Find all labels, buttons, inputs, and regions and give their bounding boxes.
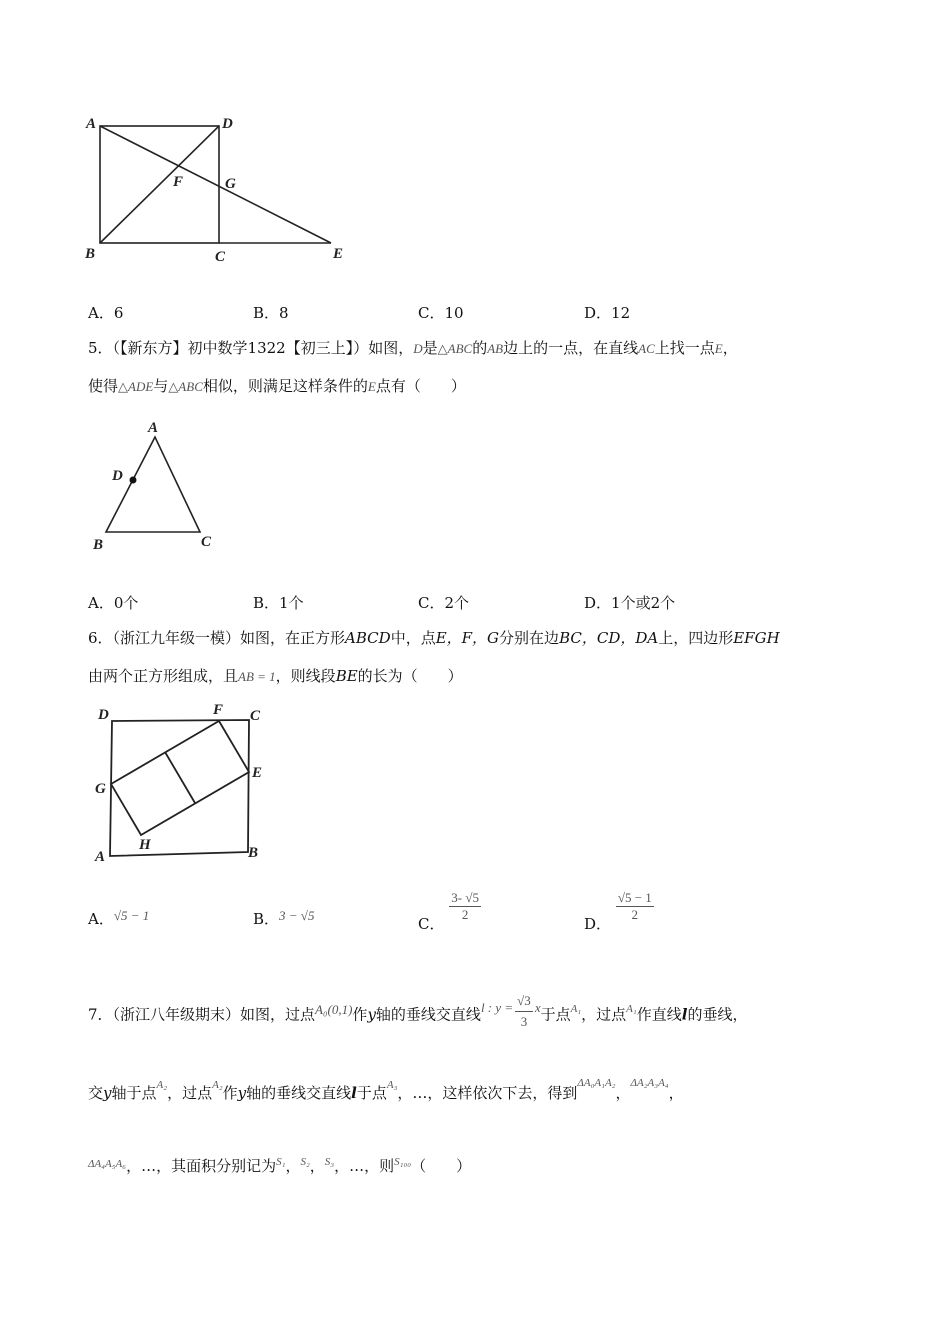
q6-option-b[interactable] [253, 908, 314, 929]
q7-text: 作直线 [636, 1005, 682, 1024]
q5-source: （【新东方】初中数学1322【初三上】）如图， [112, 339, 414, 357]
q7-text: 轴的垂线交直线 [246, 1084, 352, 1102]
q6-label-f: F [213, 702, 224, 718]
q7-math-s100: S₁₀₀ [394, 1156, 412, 1168]
q5-text: 的 [472, 339, 488, 357]
q7-text: l [351, 1084, 357, 1102]
q6-option-c-denominator: 2 [461, 907, 469, 922]
q7-math-s3: S₃ [324, 1156, 335, 1168]
q4-option-c[interactable]: C．10 [418, 304, 464, 322]
q5-option-d[interactable]: D．1个或2个 [584, 594, 676, 612]
q7-text: y [103, 1084, 112, 1102]
q6-label-d: D [98, 707, 109, 723]
q6-text: BE [335, 667, 358, 685]
q6-option-b-label: B． [253, 910, 280, 928]
q7-math-s2: S₂ [300, 1156, 310, 1168]
q6-label-g: G [95, 781, 106, 797]
q6-text: 中，点 [390, 629, 436, 647]
q7-text: 于点 [356, 1084, 387, 1102]
q7-math-x: x [534, 999, 541, 1015]
q6-label-h: H [139, 837, 151, 853]
q6-label-c: C [250, 708, 261, 724]
q7-math-numerator: √3 [515, 991, 533, 1012]
q5-math-abc-2: △ABC [168, 379, 203, 394]
q4-option-d[interactable]: D．12 [584, 304, 631, 322]
q7-math-a3: A₃ [386, 1079, 398, 1091]
q5-figure [85, 415, 225, 555]
q6-math-ab1: AB = 1 [238, 669, 276, 684]
q5-text: 上找一点 [654, 339, 715, 357]
q4-label-e: E [333, 246, 344, 262]
q7-math-denominator: 3 [520, 1014, 528, 1029]
q5-option-c[interactable]: C．2个 [418, 594, 470, 612]
q7-math-a1: A₁ [570, 1002, 582, 1015]
q6-label-b: B [248, 845, 259, 861]
q6-label-e: E [252, 765, 263, 781]
q6-text: E，F，G [435, 629, 500, 647]
q5-math-d: D [413, 341, 423, 356]
q7-text: 作 [222, 1084, 238, 1102]
q7-math-triangle-3: ΔA₄A₅A₆ [88, 1158, 127, 1170]
q7-text: ，过点 [167, 1084, 213, 1102]
q7-text: 交 [88, 1084, 104, 1102]
q6-line2 [88, 666, 463, 687]
q7-math-triangle-2: ΔA₂A₃A₄ [630, 1077, 669, 1089]
q6-option-a-value: √5 − 1 [113, 908, 150, 923]
q7-text: l [681, 1005, 688, 1024]
q6-option-b-value: 3 − √5 [279, 908, 315, 923]
q5-number: 5． [88, 339, 113, 357]
q7-text: ， [309, 1157, 325, 1175]
q7-text: 轴于点 [111, 1084, 157, 1102]
q7-math-s1: S₁ [276, 1156, 286, 1168]
q6-option-c-label: C． [418, 914, 445, 933]
q7-text: ， [615, 1084, 631, 1102]
q5-label-b: B [93, 537, 104, 553]
q7-text: ，…，其面积分别记为 [126, 1157, 277, 1175]
q4-option-b[interactable]: B．8 [253, 304, 289, 322]
q6-option-d-fraction [616, 890, 654, 923]
q7-math-l: l : y = [480, 999, 514, 1015]
q7-line3 [88, 1156, 471, 1178]
q7-text: （ ） [411, 1157, 472, 1175]
q5-math-ac: AC [638, 341, 655, 356]
q4-label-a: A [86, 116, 97, 132]
q5-option-a[interactable]: A．0个 [88, 594, 139, 612]
q6-text: ABCD [345, 629, 391, 647]
q5-math-ade: △ADE [118, 379, 154, 394]
q5-label-c: C [201, 534, 212, 550]
q6-text: 上，四边形 [658, 629, 734, 647]
q6-option-d-label: D． [584, 914, 612, 933]
q6-text: 由两个正方形组成，且 [88, 667, 239, 685]
q4-option-a[interactable]: A．6 [88, 304, 124, 322]
q5-math-e: E [714, 341, 723, 356]
q6-text: 的长为（ ） [357, 667, 463, 685]
q7-text: 轴的垂线交直线 [375, 1005, 481, 1024]
q5-option-b[interactable]: B．1个 [253, 594, 304, 612]
q6-option-a[interactable] [88, 908, 149, 929]
q4-label-d: D [222, 116, 233, 132]
q5-point-d [130, 477, 137, 484]
q5-line2 [88, 376, 466, 397]
q6-text: EFGH [733, 629, 780, 647]
q6-label-a: A [95, 849, 106, 865]
q7-text: 7．（浙江八年级期末）如图，过点 [88, 1005, 316, 1024]
q7-math-a2: A₂ [212, 1079, 223, 1091]
q6-option-d-numerator: √5 − 1 [617, 890, 652, 905]
q7-text: y [237, 1084, 247, 1102]
q7-text: 于点 [540, 1005, 571, 1024]
q5-text: 使得 [88, 377, 119, 395]
q5-math-ab: AB [487, 341, 504, 356]
q7-text: 的垂线， [687, 1005, 748, 1024]
q7-text: ， [668, 1084, 684, 1102]
q4-figure [80, 108, 360, 268]
q4-label-b: B [85, 246, 96, 262]
q5-math-abc: △ABC [437, 341, 473, 356]
q7-line2 [88, 1077, 684, 1105]
q7-math-a0: A₀(0,1) [315, 1001, 353, 1017]
q6-text: ，则线段 [275, 667, 336, 685]
q6-option-a-label: A． [88, 910, 114, 928]
q6-text: 分别在边 [499, 629, 560, 647]
q6-option-c-numerator: 3- √5 [451, 890, 479, 905]
q6-text: 6．（浙江九年级一模）如图，在正方形 [88, 629, 346, 647]
q6-option-d[interactable] [584, 890, 654, 933]
q4-label-g: G [225, 176, 236, 192]
q5-text: 点有（ ） [375, 377, 466, 395]
q7-text: 作 [352, 1005, 368, 1024]
q7-text: y [367, 1005, 376, 1024]
q6-option-c-fraction [449, 890, 481, 923]
q7-text: ， [285, 1157, 301, 1175]
q6-option-c[interactable] [418, 890, 481, 933]
q4-label-f: F [173, 174, 184, 190]
q5-line1 [88, 338, 738, 359]
q5-math-e-2: E [367, 379, 376, 394]
q7-math-fraction [515, 991, 533, 1032]
q5-text: 边上的一点，在直线 [503, 339, 639, 357]
q4-label-c: C [215, 249, 226, 265]
q7-text: ，过点 [581, 1005, 627, 1024]
q7-math-triangle-1: ΔA₀A₁A₂ [577, 1077, 616, 1089]
q7-math-a1: A₁ [626, 1002, 637, 1015]
q6-text: BC，CD，DA [559, 629, 659, 647]
q5-label-d: D [112, 468, 123, 484]
q5-label-a: A [148, 420, 159, 436]
q7-text: ，…，这样依次下去，得到 [397, 1084, 578, 1102]
q7-text: ，…，则 [334, 1157, 395, 1175]
q6-figure [85, 700, 275, 870]
q5-text: 与 [153, 377, 169, 395]
q5-text: 是 [422, 339, 438, 357]
q5-text: ， [722, 339, 738, 357]
q7-line1 [88, 995, 747, 1036]
q5-text: 相似，则满足这样条件的 [202, 377, 368, 395]
q6-option-d-denominator: 2 [631, 907, 639, 922]
q6-line1 [88, 628, 780, 648]
q7-math-a2: A₂ [156, 1079, 168, 1091]
